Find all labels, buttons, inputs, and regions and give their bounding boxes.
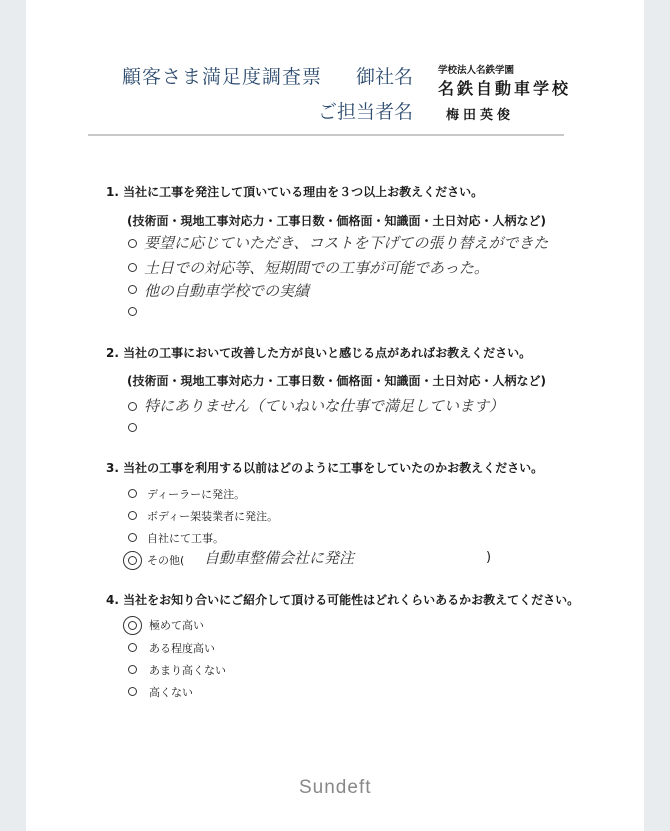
q1-answer-3: 他の自動車学校での実績: [144, 282, 310, 300]
footer-brand: Sundeft: [299, 777, 372, 798]
q3-question: 3. 当社の工事を利用する以前はどのように工事をしていたのかお教えください。: [106, 461, 544, 475]
q3-radio-1[interactable]: [128, 489, 137, 498]
q4-option-2: ある程度高い: [149, 642, 215, 655]
company-name: 名鉄自動車学校: [438, 79, 572, 98]
q4-radio-4[interactable]: [128, 687, 137, 696]
q3-radio-2[interactable]: [128, 511, 137, 520]
contact-name: 梅田英俊: [446, 108, 515, 123]
q1-bullet-3: [128, 285, 137, 294]
q4-radio-2[interactable]: [128, 643, 137, 652]
company-label: 御社名: [356, 66, 414, 88]
q2-bullet-1: [128, 402, 137, 411]
q4-option-3: あまり高くない: [149, 664, 226, 677]
q3-other-text: 自動車整備会社に発注: [204, 549, 355, 567]
q2-hint: (技術面・現地工事対応力・工事日数・価格面・知識面・土日対応・人柄など): [127, 374, 546, 388]
q1-hint: (技術面・現地工事対応力・工事日数・価格面・知識面・土日対応・人柄など): [127, 214, 546, 228]
q1-bullet-1: [128, 239, 137, 248]
q1-bullet-4: [128, 307, 137, 316]
q2-bullet-2: [128, 423, 137, 432]
q1-answer-2: 土日での対応等、短期間での工事が可能であった。: [144, 259, 489, 277]
q3-option-2: ボディー架装業者に発注。: [147, 510, 279, 523]
q2-question: 2. 当社の工事において改善した方が良いと感じる点があればお教えください。: [106, 346, 532, 360]
q1-question: 1. 当社に工事を発注して頂いている理由を３つ以上お教えください。: [106, 185, 484, 199]
q4-option-1: 極めて高い: [149, 619, 204, 632]
q3-radio-4-selected[interactable]: [128, 556, 137, 565]
q3-option-1: ディーラーに発注。: [147, 488, 246, 501]
q3-close-paren: ): [486, 550, 492, 565]
q1-bullet-2: [128, 263, 137, 272]
header-divider: [88, 134, 564, 136]
q3-option-3: 自社にて工事。: [147, 532, 224, 545]
q4-option-4: 高くない: [149, 686, 193, 699]
q3-radio-3[interactable]: [128, 533, 137, 542]
q1-answer-1: 要望に応じていただき、コストを下げての張り替えができた: [144, 234, 549, 252]
company-small-text: 学校法人名鉄学園: [438, 65, 515, 76]
survey-title: 顧客さま満足度調査票: [122, 66, 323, 88]
q4-radio-3[interactable]: [128, 665, 137, 674]
contact-label: ご担当者名: [318, 101, 414, 123]
q4-question: 4. 当社をお知り合いにご紹介して頂ける可能性はどれくらいあるかお教えてください。: [106, 593, 580, 607]
q4-radio-1-selected[interactable]: [128, 621, 137, 630]
q2-answer-1: 特にありません（ていねいな仕事で満足しています）: [144, 397, 505, 415]
q3-option-4: その他(: [147, 554, 185, 567]
